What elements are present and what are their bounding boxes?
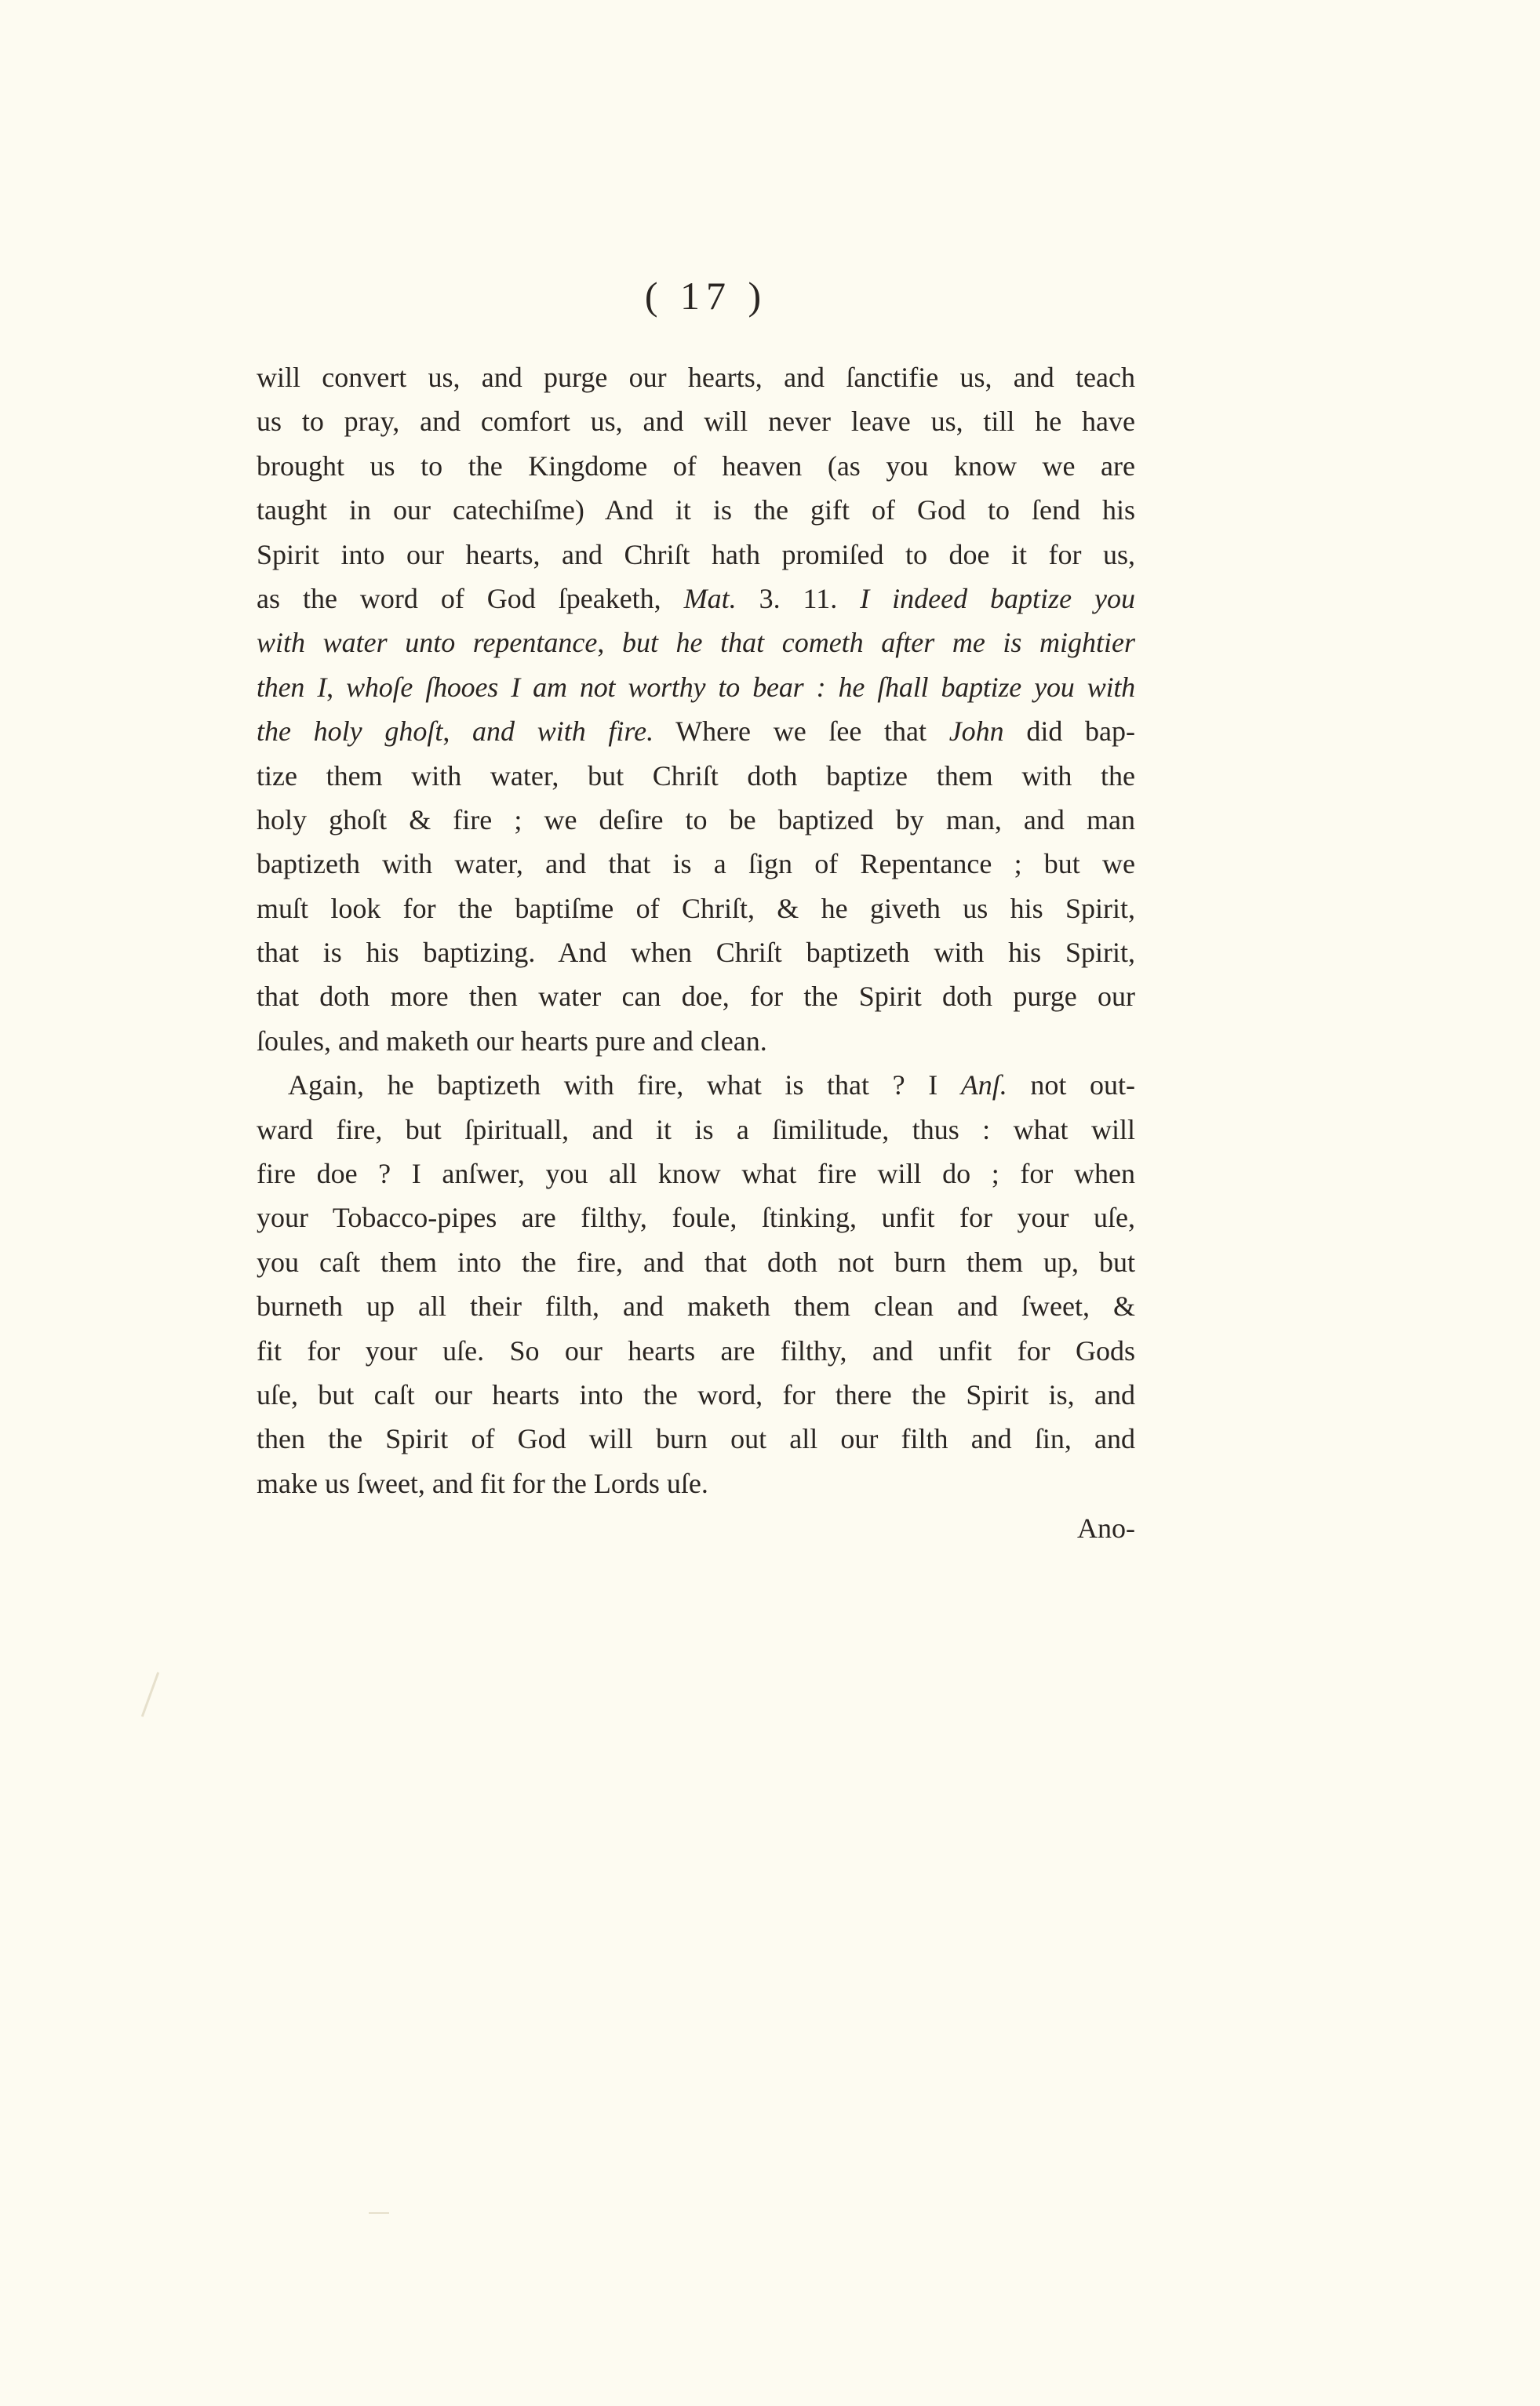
text-line: taught in our catechiſme) And it is the gift of God to ſend his <box>257 494 1135 526</box>
paper-blemish <box>369 2212 389 2214</box>
text-line: the holy ghoſt, and with fire. Where we ſee that John did bap- <box>257 715 1136 748</box>
text-line: us to pray, and comfort us, and will never leave us, till he have <box>257 406 1135 438</box>
text-line: Again, he baptizeth with fire, what is that ? I Anſ. not out- <box>288 1069 1136 1101</box>
text-line: burneth up all their filth, and maketh them clean and ſweet, & <box>257 1290 1135 1323</box>
text-line: that is his baptizing. And when Chriſt baptizeth with his Spirit, <box>257 937 1135 969</box>
proper-name: John <box>948 715 1004 748</box>
answer-abbreviation: Anſ. <box>960 1069 1007 1101</box>
scripture-quote: I indeed baptize you <box>860 582 1135 614</box>
scripture-reference: Mat. <box>683 582 737 614</box>
body-text <box>257 355 1135 1505</box>
text-line: then I, whoſe ſhooes I am not worthy to bear : he ſhall baptize you with <box>257 671 1135 703</box>
text-line: with water unto repentance, but he that cometh after me is mightier <box>257 627 1135 659</box>
paper-blemish <box>141 1672 159 1716</box>
text-line: baptizeth with water, and that is a ſign of Repentance ; but we <box>257 848 1135 880</box>
text-line: as the word of God ſpeaketh, Mat. 3. 11. I indeed baptize you <box>257 582 1135 614</box>
page-number: ( 17 ) <box>644 274 768 318</box>
text-line: holy ghoſt & fire ; we deſire to be baptized by man, and man <box>257 803 1135 835</box>
scripture-quote: but he that cometh after me is mightier <box>621 627 1135 659</box>
text-line: tize them with water, but Chriſt doth baptize them with the <box>257 759 1135 792</box>
text-line: then the Spirit of God will burn out all our filth and ſin, and <box>257 1423 1135 1455</box>
text-line: that doth more then water can doe, for the Spirit doth purge our <box>257 981 1135 1013</box>
scripture-quote: then I <box>257 671 327 703</box>
scripture-quote: and with fire. <box>472 715 654 748</box>
text-line: you caſt them into the fire, and that doth not burn them up, but <box>257 1246 1135 1278</box>
text-line: your Tobacco-pipes are filthy, foule, ſtinking, unfit for your uſe, <box>257 1202 1135 1234</box>
text-line: ſoules, and maketh our hearts pure and clean. <box>257 1025 767 1057</box>
text-line: ward fire, but ſpirituall, and it is a ſimilitude, thus : what will <box>257 1113 1135 1145</box>
scripture-quote: the holy ghoſt <box>257 715 443 748</box>
text-line: fire doe ? I anſwer, you all know what fire will do ; for when <box>257 1158 1135 1190</box>
text-line: Spirit into our hearts, and Chriſt hath promiſed to doe it for us, <box>257 538 1135 570</box>
text-line: uſe, but caſt our hearts into the word, for there the Spirit is, and <box>257 1378 1135 1410</box>
text-line: muſt look for the baptiſme of Chriſt, & he giveth us his Spirit, <box>257 892 1135 924</box>
scripture-quote: whoſe ſhooes I am not worthy to bear : he ſhall baptize you with <box>346 671 1135 703</box>
text-line: make us ſweet, and fit for the Lords uſe. <box>257 1467 708 1499</box>
text-line: brought us to the Kingdome of heaven (as you know we are <box>257 450 1135 482</box>
text-line: will convert us, and purge our hearts, and ſanctifie us, and teach <box>257 362 1135 393</box>
text-line: fit for your uſe. So our hearts are filthy, and unfit for Gods <box>257 1334 1135 1367</box>
catchword: Ano- <box>1077 1512 1135 1544</box>
scripture-quote: with water unto repentance <box>257 627 598 659</box>
